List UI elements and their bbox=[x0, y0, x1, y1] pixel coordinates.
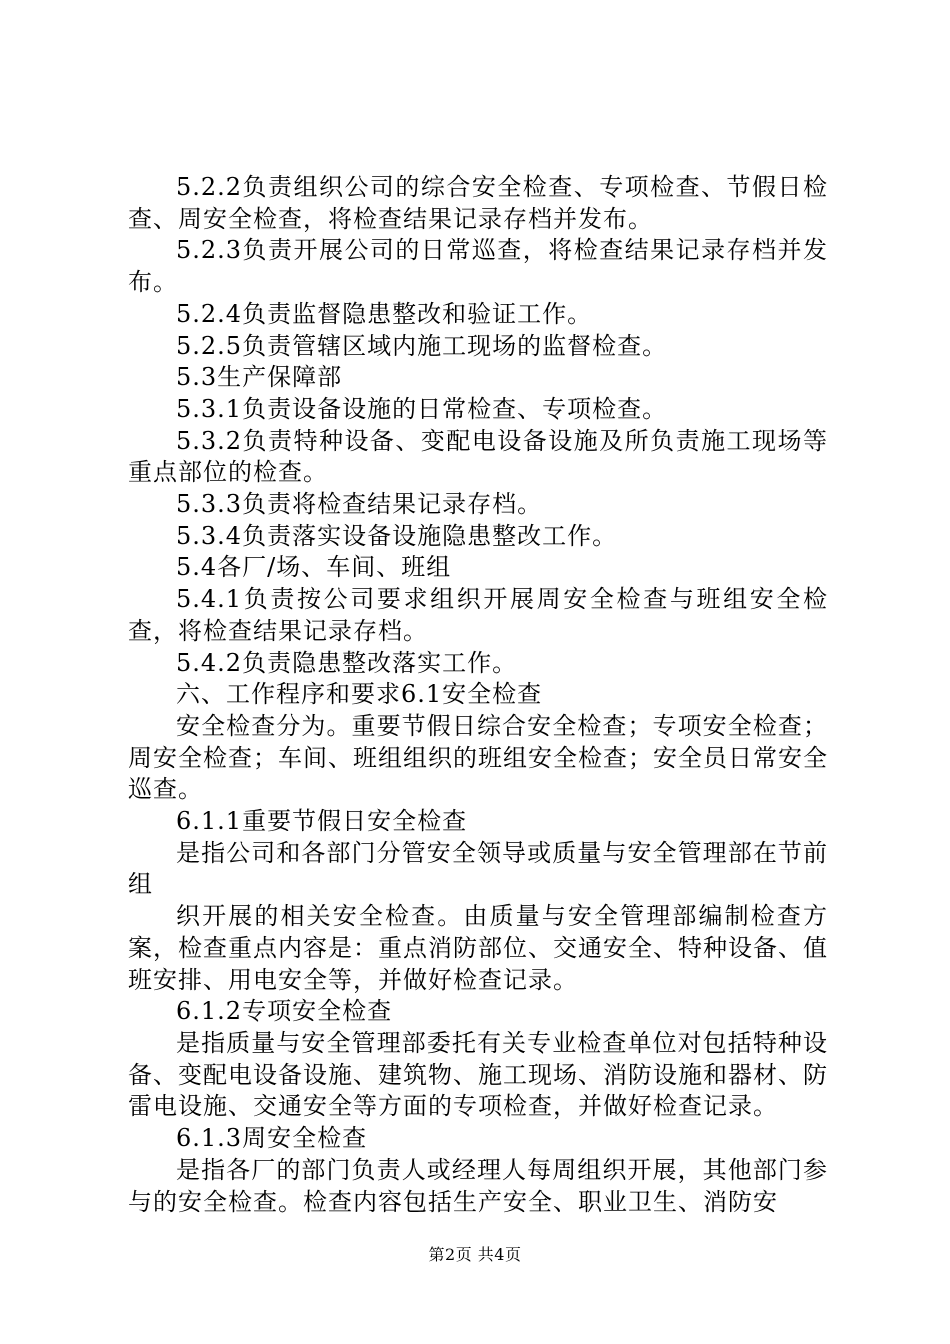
paragraph: 5.2.4负责监督隐患整改和验证工作。 bbox=[176, 299, 593, 328]
section-heading: 5.3生产保障部 bbox=[176, 363, 343, 392]
paragraph: 5.2.5负责管辖区域内施工现场的监督检查。 bbox=[176, 331, 668, 360]
paragraph: 5.3.3负责将检查结果记录存档。 bbox=[176, 490, 543, 519]
section-heading: 六、工作程序和要求6.1安全检查 bbox=[176, 680, 543, 709]
paragraph: 5.2.3负责开展公司的日常巡查，将检查结果记录存档并发布。 bbox=[128, 236, 828, 297]
section-heading: 6.1.2专项安全检查 bbox=[176, 997, 393, 1026]
paragraph: 是指公司和各部门分管安全领导或质量与安全管理部在节前组 bbox=[128, 838, 828, 899]
document-body bbox=[128, 172, 828, 1218]
paragraph: 5.3.2负责特种设备、变配电设备设施及所负责施工现场等重点部位的检查。 bbox=[128, 426, 828, 487]
paragraph: 5.3.4负责落实设备设施隐患整改工作。 bbox=[176, 521, 618, 550]
section-heading: 6.1.1重要节假日安全检查 bbox=[176, 807, 468, 836]
paragraph: 5.4.2负责隐患整改落实工作。 bbox=[176, 648, 518, 677]
paragraph: 5.2.2负责组织公司的综合安全检查、专项检查、节假日检查、周安全检查，将检查结果记录存档并发布。 bbox=[128, 173, 828, 233]
page-footer: 第2页 共4页 bbox=[428, 1245, 522, 1264]
section-heading: 5.4各厂/场、车间、班组 bbox=[176, 553, 452, 582]
paragraph: 是指质量与安全管理部委托有关专业检查单位对包括特种设备、变配电设备设施、建筑物、施工现场、消防设施和器材、防雷电设施、交通安全等方面的专项检查，并做好检查记录。 bbox=[128, 1028, 828, 1121]
paragraph: 安全检查分为。重要节假日综合安全检查；专项安全检查；周安全检查；车间、班组组织的班组安全检查；安全员日常安全巡查。 bbox=[128, 711, 828, 804]
paragraph: 是指各厂的部门负责人或经理人每周组织开展，其他部门参与的安全检查。检查内容包括生产安全、职业卫生、消防安 bbox=[128, 1155, 828, 1216]
section-heading: 6.1.3周安全检查 bbox=[176, 1124, 368, 1153]
paragraph: 5.4.1负责按公司要求组织开展周安全检查与班组安全检查，将检查结果记录存档。 bbox=[128, 585, 828, 645]
paragraph: 织开展的相关安全检查。由质量与安全管理部编制检查方案，检查重点内容是：重点消防部位、交通安全、特种设备、值班安排、用电安全等，并做好检查记录。 bbox=[128, 902, 828, 994]
paragraph: 5.3.1负责设备设施的日常检查、专项检查。 bbox=[176, 394, 668, 423]
